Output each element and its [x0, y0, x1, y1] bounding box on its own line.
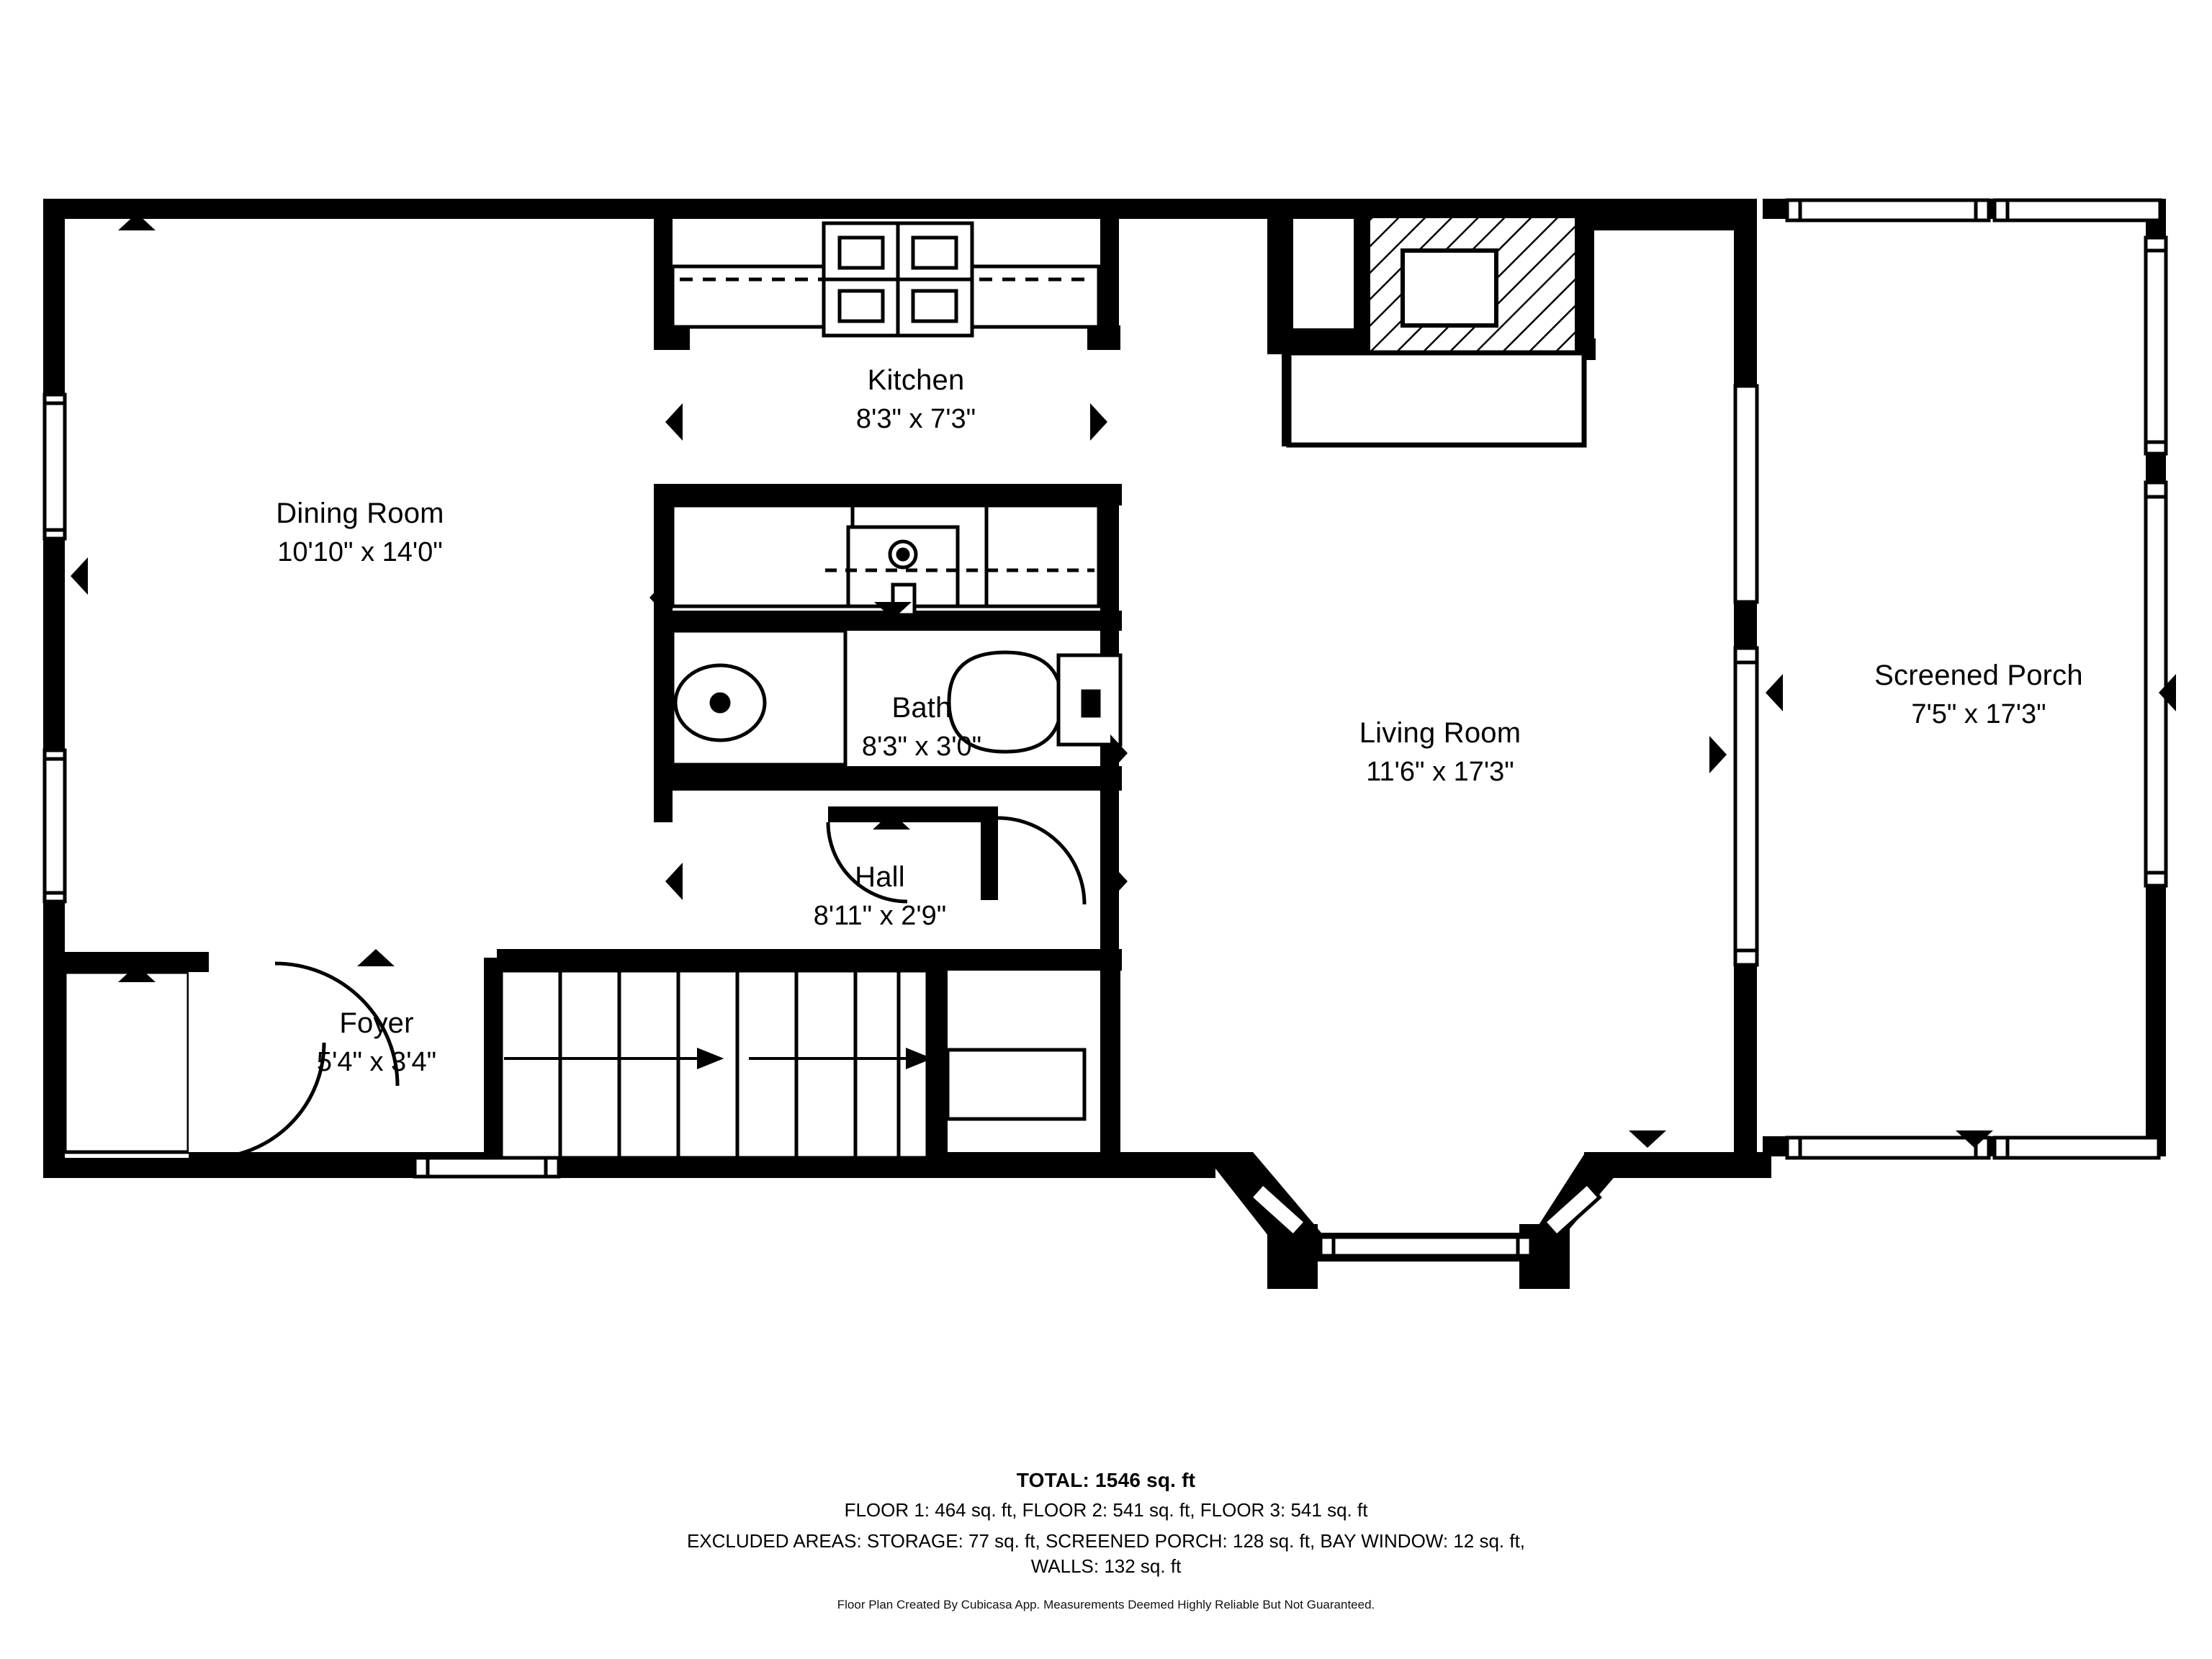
- room-dimensions: 11'6" x 17'3": [1366, 757, 1514, 788]
- room-label-kitchen: [856, 364, 976, 436]
- room-name: Foyer: [339, 1007, 414, 1039]
- plan-credit: Floor Plan Created By Cubicasa App. Measurements Deemed Highly Reliable But Not Guaranteed.: [837, 1598, 1375, 1612]
- room-name: Screened Porch: [1874, 659, 2083, 691]
- room-dimensions: 8'3" x 7'3": [855, 404, 976, 435]
- room-name: Bath: [891, 691, 952, 724]
- room-label-hall: [814, 860, 946, 932]
- excluded-areas-line1: EXCLUDED AREAS: STORAGE: 77 sq. ft, SCREENED PORCH: 128 sq. ft, BAY WINDOW: 12 sq. ft,: [686, 1530, 1526, 1552]
- room-name: Dining Room: [276, 497, 444, 529]
- room-label-dining-room: [276, 497, 444, 569]
- room-dimensions: 10'10" x 14'0": [277, 537, 443, 568]
- room-label-foyer: [317, 1007, 436, 1079]
- room-label-screened-porch: [1874, 659, 2083, 731]
- floor-breakdown: FLOOR 1: 464 sq. ft, FLOOR 2: 541 sq. ft, FLOOR 3: 541 sq. ft: [844, 1499, 1368, 1521]
- total-area: TOTAL: 1546 sq. ft: [1016, 1469, 1196, 1491]
- room-dimensions: 8'3" x 3'0": [861, 732, 982, 763]
- room-name: Hall: [855, 860, 905, 893]
- room-label-living-room: [1359, 716, 1521, 788]
- plan-summary-footer: [0, 1469, 2212, 1612]
- excluded-areas-line2: WALLS: 132 sq. ft: [1030, 1555, 1182, 1578]
- room-name: Living Room: [1359, 716, 1521, 749]
- room-label-bath: [862, 691, 981, 763]
- room-dimensions: 8'11" x 2'9": [813, 901, 947, 932]
- room-dimensions: 5'4" x 3'4": [316, 1047, 437, 1078]
- room-dimensions: 7'5" x 17'3": [1911, 699, 2046, 730]
- room-name: Kitchen: [867, 364, 965, 396]
